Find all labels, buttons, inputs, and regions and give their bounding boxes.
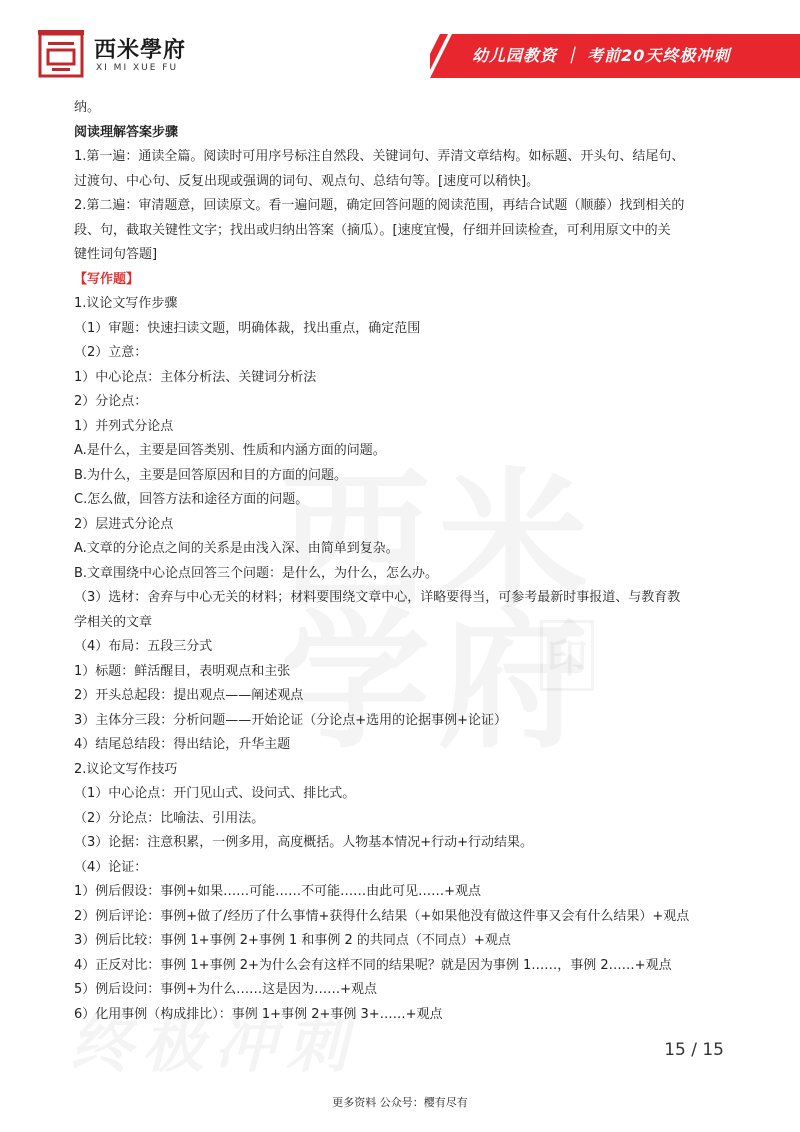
text-line: 2）例后评论：事例+做了/经历了什么事情+获得什么结果（+如果他没有做这件事又会有什么结果）+观点 bbox=[74, 908, 690, 924]
text-line: 2.议论文写作技巧 bbox=[74, 761, 178, 777]
text-line: C.怎么做，回答方法和途径方面的问题。 bbox=[74, 492, 309, 507]
text-line: 键性词句答题] bbox=[74, 247, 158, 262]
logo-name: 西米學府 bbox=[94, 37, 187, 63]
text-line: 2）层进式分论点 bbox=[74, 516, 174, 532]
text-line: 3）主体分三段：分析问题——开始论证（分论点+选用的论据事例+论证） bbox=[74, 712, 508, 728]
text-line: （3）论据：注意积累，一例多用，高度概括。人物基本情况+行动+行动结果。 bbox=[74, 835, 534, 850]
text-line: 5）例后设问：事例+为什么……这是因为……+观点 bbox=[74, 982, 378, 997]
text-line: A.是什么，主要是回答类别、性质和内涵方面的问题。 bbox=[74, 443, 386, 458]
text-line: 1）例后假设：事例+如果……可能……不可能……由此可见……+观点 bbox=[74, 884, 482, 899]
text-line: 6）化用事例（构成排比）：事例 1+事例 2+事例 3+……+观点 bbox=[74, 1006, 443, 1022]
logo-subtitle: XI MI XUE FU bbox=[96, 63, 179, 73]
text-line: （1）审题：快速扫读文题，明确体裁，找出重点，确定范围 bbox=[74, 320, 421, 336]
text-line: 1.议论文写作步骤 bbox=[74, 296, 178, 311]
text-line: 2）开头总起段：提出观点——阐述观点 bbox=[74, 688, 304, 703]
text-line: 3）例后比较：事例 1+事例 2+事例 1 和事例 2 的共同点（不同点）+观点 bbox=[74, 933, 511, 948]
text-line: （4）论证： bbox=[74, 859, 148, 875]
text-line: 纳。 bbox=[74, 100, 101, 115]
text-line: （1）中心论点：开门见山式、设问式、排比式。 bbox=[74, 786, 356, 801]
text-line: B.文章围绕中心论点回答三个问题：是什么，为什么，怎么办。 bbox=[74, 565, 439, 581]
text-line: B.为什么，主要是回答原因和目的方面的问题。 bbox=[74, 467, 348, 483]
text-line: （2）分论点：比喻法、引用法。 bbox=[74, 810, 265, 826]
text-line: （4）布局：五段三分式 bbox=[74, 639, 213, 654]
text-line: A.文章的分论点之间的关系是由浅入深、由简单到复杂。 bbox=[74, 541, 399, 556]
text-line: 1）标题：鲜活醒目，表明观点和主张 bbox=[74, 663, 291, 679]
section-heading-writing: 【写作题】 bbox=[74, 271, 140, 287]
section-heading: 阅读理解答案步骤 bbox=[74, 124, 179, 140]
text-line: 1）并列式分论点 bbox=[74, 418, 174, 434]
text-line: （3）选材：舍弃与中心无关的材料；材料要围绕文章中心，详略要得当，可参考最新时事报道、与教育教 bbox=[74, 590, 681, 605]
page-header bbox=[0, 0, 800, 90]
text-line: 过渡句、中心句、反复出现或强调的词句、观点句、总结句等。[速度可以稍快]。 bbox=[74, 173, 540, 189]
text-line: 4）正反对比：事例 1+事例 2+为什么会有这样不同的结果呢？就是因为事例 1……，事例 2……+观点 bbox=[74, 957, 672, 973]
text-line: 段、句，截取关键性文字；找出或归纳出答案（摘瓜）。[速度宜慢，仔细并回读检查，可利用原文中的关 bbox=[74, 222, 671, 238]
text-line: 2.第二遍：审清题意，回读原文。看一遍问题，确定回答问题的阅读范围，再结合试题（顺藤）找到相关的 bbox=[74, 198, 685, 213]
text-line: （2）立意： bbox=[74, 345, 148, 360]
document-body bbox=[74, 96, 744, 1027]
header-banner-text: 幼儿园教资 ｜ 考前20天终极冲刺 bbox=[472, 46, 731, 65]
text-line: 学相关的文章 bbox=[74, 614, 153, 630]
page-number: 15 / 15 bbox=[664, 1040, 724, 1060]
text-line: 2）分论点： bbox=[74, 394, 148, 409]
text-line: 4）结尾总结段：得出结论，升华主题 bbox=[74, 737, 291, 752]
logo-icon bbox=[38, 28, 84, 78]
text-line: 1）中心论点：主体分析法、关键词分析法 bbox=[74, 369, 317, 385]
page-footer: 更多资料 公众号：樱有尽有 bbox=[332, 1096, 468, 1109]
text-line: 1.第一遍：通读全篇。阅读时可用序号标注自然段、关键词句、弄清文章结构。如标题、开头句、结尾句、 bbox=[74, 149, 685, 164]
